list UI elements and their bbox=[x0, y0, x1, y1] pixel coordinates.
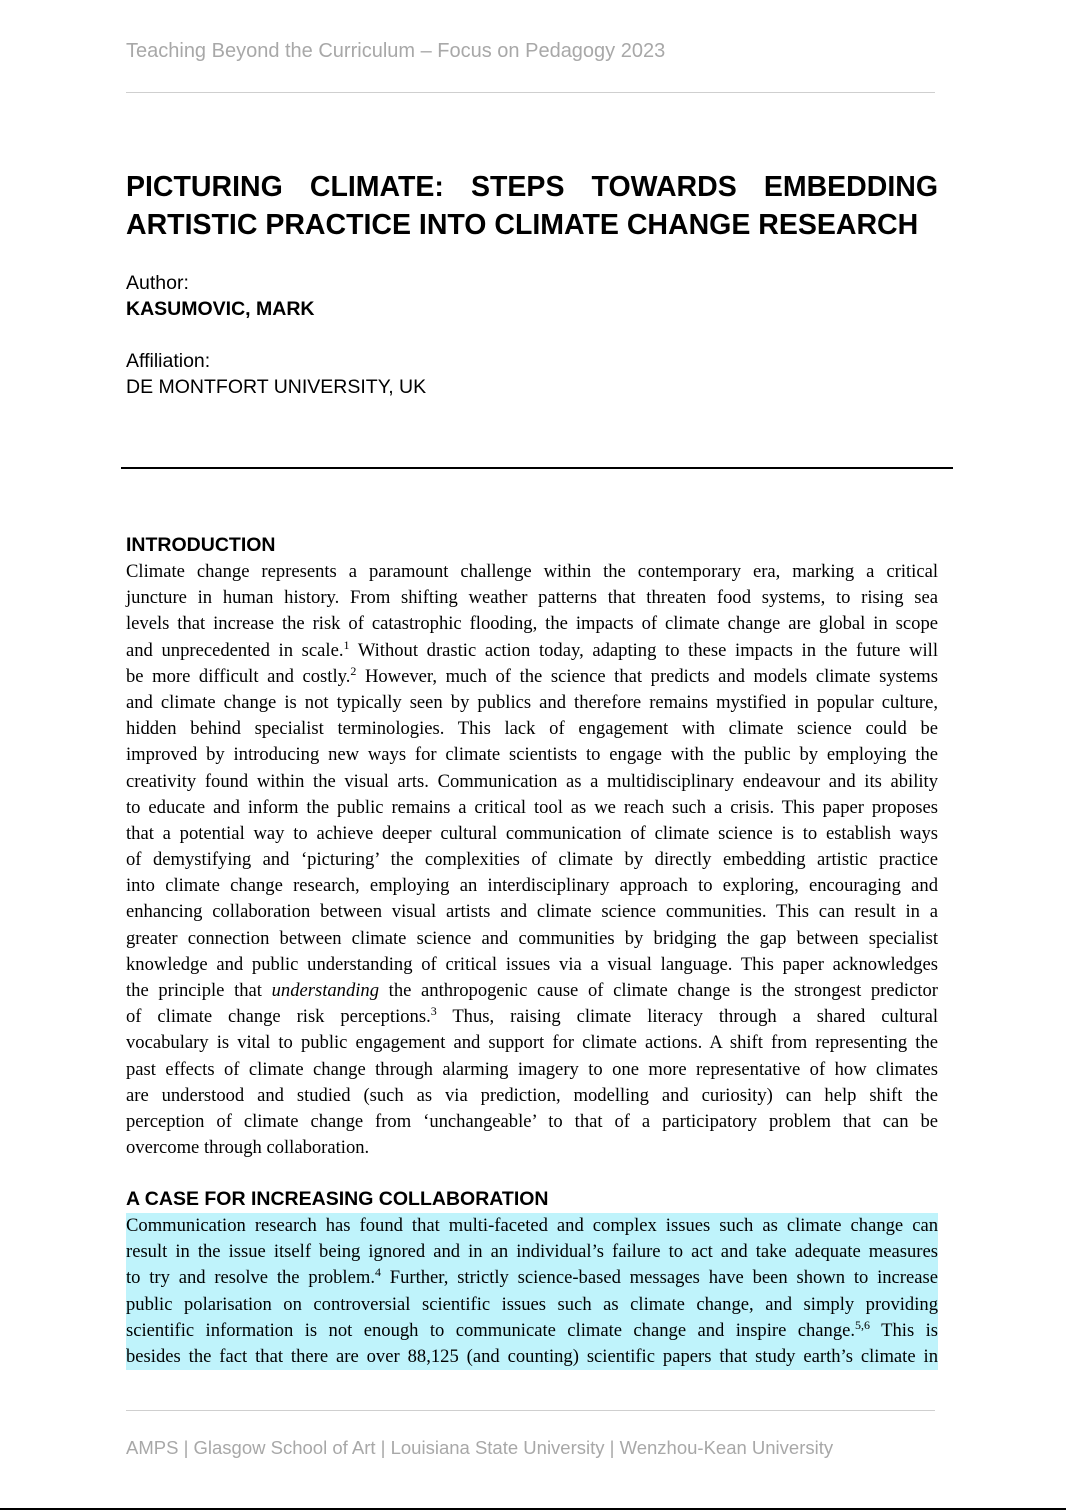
intro-line: levels that increase the risk of catastrophic flooding, the impacts of climate change are global in scope bbox=[126, 613, 938, 635]
intro-line: the principle that understanding the anthropogenic cause of climate change is the strongest predictor bbox=[126, 980, 938, 1001]
intro-line: hidden behind specialist terminologies. This lack of engagement with climate science could be bbox=[126, 718, 938, 740]
collaboration-body[interactable] bbox=[126, 1213, 938, 1370]
intro-line: and unprecedented in scale.$^1$ Without drastic action today, adapting to these impacts in the future will bbox=[126, 637, 938, 661]
intro-line: of climate change risk perceptions.$^3$ Thus, raising climate literacy through a shared cultural bbox=[126, 1004, 939, 1028]
footer-divider bbox=[126, 1410, 935, 1411]
highlighted-line[interactable]: to try and resolve the problem.$^4$ Further, strictly science-based messages have been shown to increase bbox=[126, 1265, 938, 1291]
intro-line: creativity found within the visual arts. Communication as a multidisciplinary endeavour and its ability bbox=[126, 770, 938, 792]
running-header: Teaching Beyond the Curriculum – Focus on Pedagogy 2023 bbox=[126, 40, 666, 62]
intro-line: past effects of climate change through alarming imagery to one more representative of how climates bbox=[126, 1058, 938, 1080]
highlighted-line[interactable]: Communication research has found that multi-faceted and complex issues such as climate change can bbox=[126, 1213, 938, 1239]
affiliation-block bbox=[126, 348, 426, 400]
affiliation-value: DE MONTFORT UNIVERSITY, UK bbox=[126, 376, 427, 398]
collaboration-heading: A CASE FOR INCREASING COLLABORATION bbox=[126, 1188, 549, 1210]
highlighted-line[interactable]: public polarisation on controversial scientific issues such as climate change, and simply providing bbox=[126, 1292, 938, 1318]
intro-line: that a potential way to achieve deeper cultural communication of climate science is to establish ways bbox=[126, 822, 938, 844]
title-line-2: ARTISTIC PRACTICE INTO CLIMATE CHANGE RESEARCH bbox=[126, 209, 919, 241]
intro-line: into climate change research, employing an interdisciplinary approach to exploring, encouraging and bbox=[126, 875, 938, 897]
intro-line: knowledge and public understanding of critical issues via a visual language. This paper acknowledges bbox=[126, 953, 938, 975]
footer-text: AMPS | Glasgow School of Art | Louisiana State University | Wenzhou-Kean University bbox=[126, 1437, 834, 1458]
intro-line: perception of climate change from ‘unchangeable’ to that of a participatory problem that can be bbox=[126, 1110, 938, 1132]
introduction-body bbox=[126, 559, 938, 1161]
emphasis-understanding: understanding bbox=[271, 980, 380, 1001]
author-name: KASUMOVIC, MARK bbox=[126, 298, 315, 320]
intro-line: greater connection between climate science and communities by bridging the gap between specialist bbox=[126, 927, 938, 949]
footnote-ref: 2 bbox=[350, 663, 357, 678]
intro-line: improved by introducing new ways for climate scientists to engage with the public by employing the bbox=[126, 744, 938, 766]
intro-line: are understood and studied (such as via prediction, modelling and curiosity) can help shift the bbox=[126, 1084, 938, 1106]
intro-line: vocabulary is vital to public engagement and support for climate actions. A shift from representing the bbox=[126, 1032, 938, 1054]
footnote-ref: 4 bbox=[374, 1265, 381, 1280]
title-line-1: PICTURING CLIMATE: STEPS TOWARDS EMBEDDING bbox=[126, 171, 938, 203]
intro-line: of demystifying and ‘picturing’ the complexities of climate by directly embedding artistic practice bbox=[126, 849, 938, 871]
paper-title bbox=[126, 168, 938, 244]
highlighted-line[interactable]: besides the fact that there are over 88,125 (and counting) scientific papers that study earth’s climate in bbox=[126, 1344, 938, 1370]
author-block bbox=[126, 270, 315, 322]
intro-line: overcome through collaboration. bbox=[126, 1137, 370, 1159]
footnote-ref: 5,6 bbox=[855, 1317, 871, 1332]
intro-line: enhancing collaboration between visual artists and climate science communities. This can result in a bbox=[126, 901, 938, 923]
intro-line: and climate change is not typically seen by publics and therefore remains mystified in popular culture, bbox=[126, 691, 938, 713]
section-divider bbox=[121, 467, 953, 469]
footnote-ref: 1 bbox=[343, 637, 350, 652]
introduction-heading: INTRODUCTION bbox=[126, 534, 276, 556]
affiliation-label: Affiliation: bbox=[126, 350, 211, 372]
intro-line: juncture in human history. From shifting weather patterns that threaten food systems, to rising sea bbox=[126, 587, 938, 609]
intro-line: be more difficult and costly.$^2$ However, much of the science that predicts and models climate systems bbox=[126, 663, 939, 687]
intro-line: Climate change represents a paramount challenge within the contemporary era, marking a critical bbox=[126, 561, 938, 582]
highlighted-line[interactable]: scientific information is not enough to communicate climate change and inspire change.$^{5,6}$ This is bbox=[126, 1318, 938, 1344]
footnote-ref: 3 bbox=[430, 1004, 437, 1019]
page-bottom-edge bbox=[0, 1508, 1066, 1510]
highlighted-line[interactable]: result in the issue itself being ignored and in an individual’s failure to act and take adequate measures bbox=[126, 1239, 938, 1265]
author-label: Author: bbox=[126, 272, 189, 294]
intro-line: to educate and inform the public remains a critical tool as we reach such a crisis. This paper proposes bbox=[126, 796, 938, 818]
header-divider bbox=[126, 92, 935, 93]
